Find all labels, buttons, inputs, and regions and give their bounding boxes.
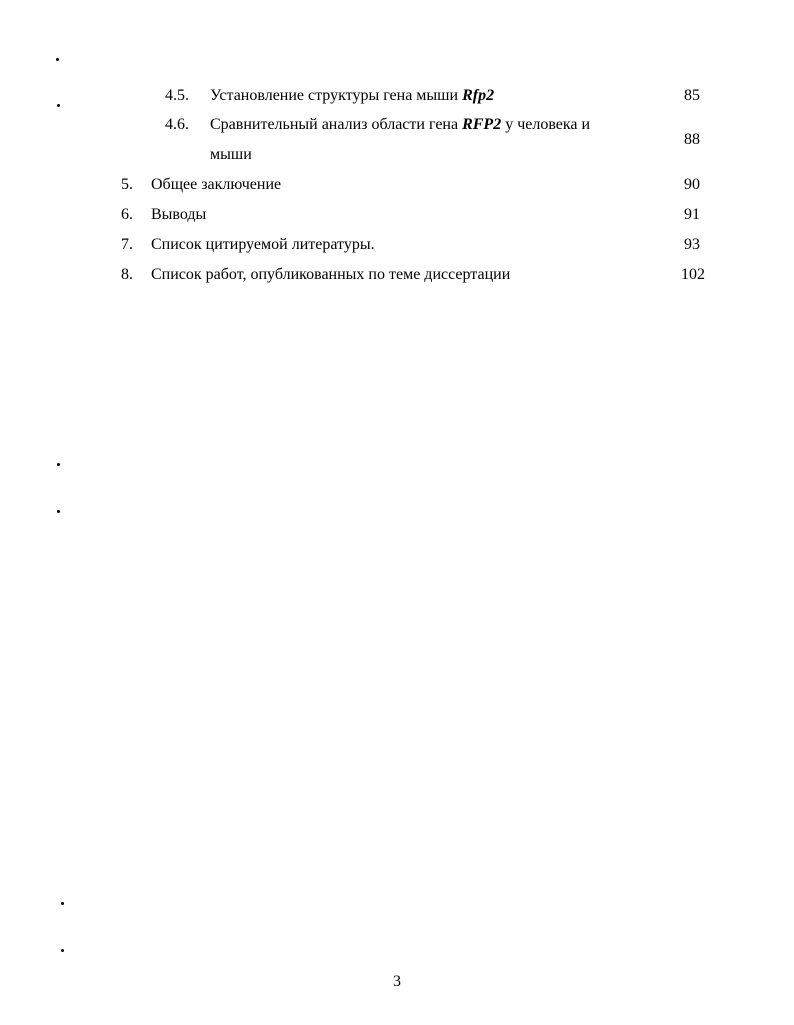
toc-entry-title-text: у человека и: [501, 116, 591, 133]
toc-entry-title: Общее заключение: [151, 176, 282, 193]
toc-entry-number: 7.: [121, 236, 133, 253]
toc-entry-number: 4.6.: [165, 116, 189, 133]
toc-entry-number: 8.: [121, 266, 133, 283]
toc-entry-title: [210, 114, 590, 136]
scan-speck: [57, 463, 60, 466]
toc-entry-title: [210, 85, 494, 107]
toc-entry-title-text: Установление структуры гена мыши: [210, 87, 463, 104]
toc-entry-number: 4.5.: [165, 87, 189, 104]
gene-name: RFP2: [462, 116, 502, 133]
toc-entry-page: 102: [681, 266, 705, 283]
toc-entry-title: Выводы: [151, 206, 207, 223]
toc-entry-page: 93: [684, 236, 700, 253]
toc-entry-number: 6.: [121, 206, 133, 223]
gene-name: Rfp2: [462, 87, 495, 104]
scan-speck: [56, 58, 59, 61]
toc-entry-number: 5.: [121, 176, 133, 193]
toc-entry: [0, 114, 794, 166]
toc-entry-title-text: Сравнительный анализ области гена: [210, 116, 463, 133]
toc-entry: [0, 174, 794, 196]
toc-entry-page: 88: [684, 131, 700, 148]
scan-speck: [57, 510, 60, 513]
toc-entry: [0, 85, 794, 107]
toc-entry-page: 90: [684, 176, 700, 193]
toc-entry-page: 91: [684, 206, 700, 223]
toc-entry-title: Список цитируемой литературы.: [151, 236, 375, 253]
toc-entry-page: 85: [684, 87, 700, 104]
toc-entry: [0, 264, 794, 286]
scan-speck: [61, 949, 64, 952]
toc-entry: [0, 234, 794, 256]
toc-entry: [0, 204, 794, 226]
toc-entry-title: Список работ, опубликованных по теме диссертации: [151, 266, 511, 283]
scan-speck: [61, 902, 64, 905]
page-number: 3: [393, 973, 401, 990]
toc-entry-title-line2: мыши: [210, 146, 252, 163]
